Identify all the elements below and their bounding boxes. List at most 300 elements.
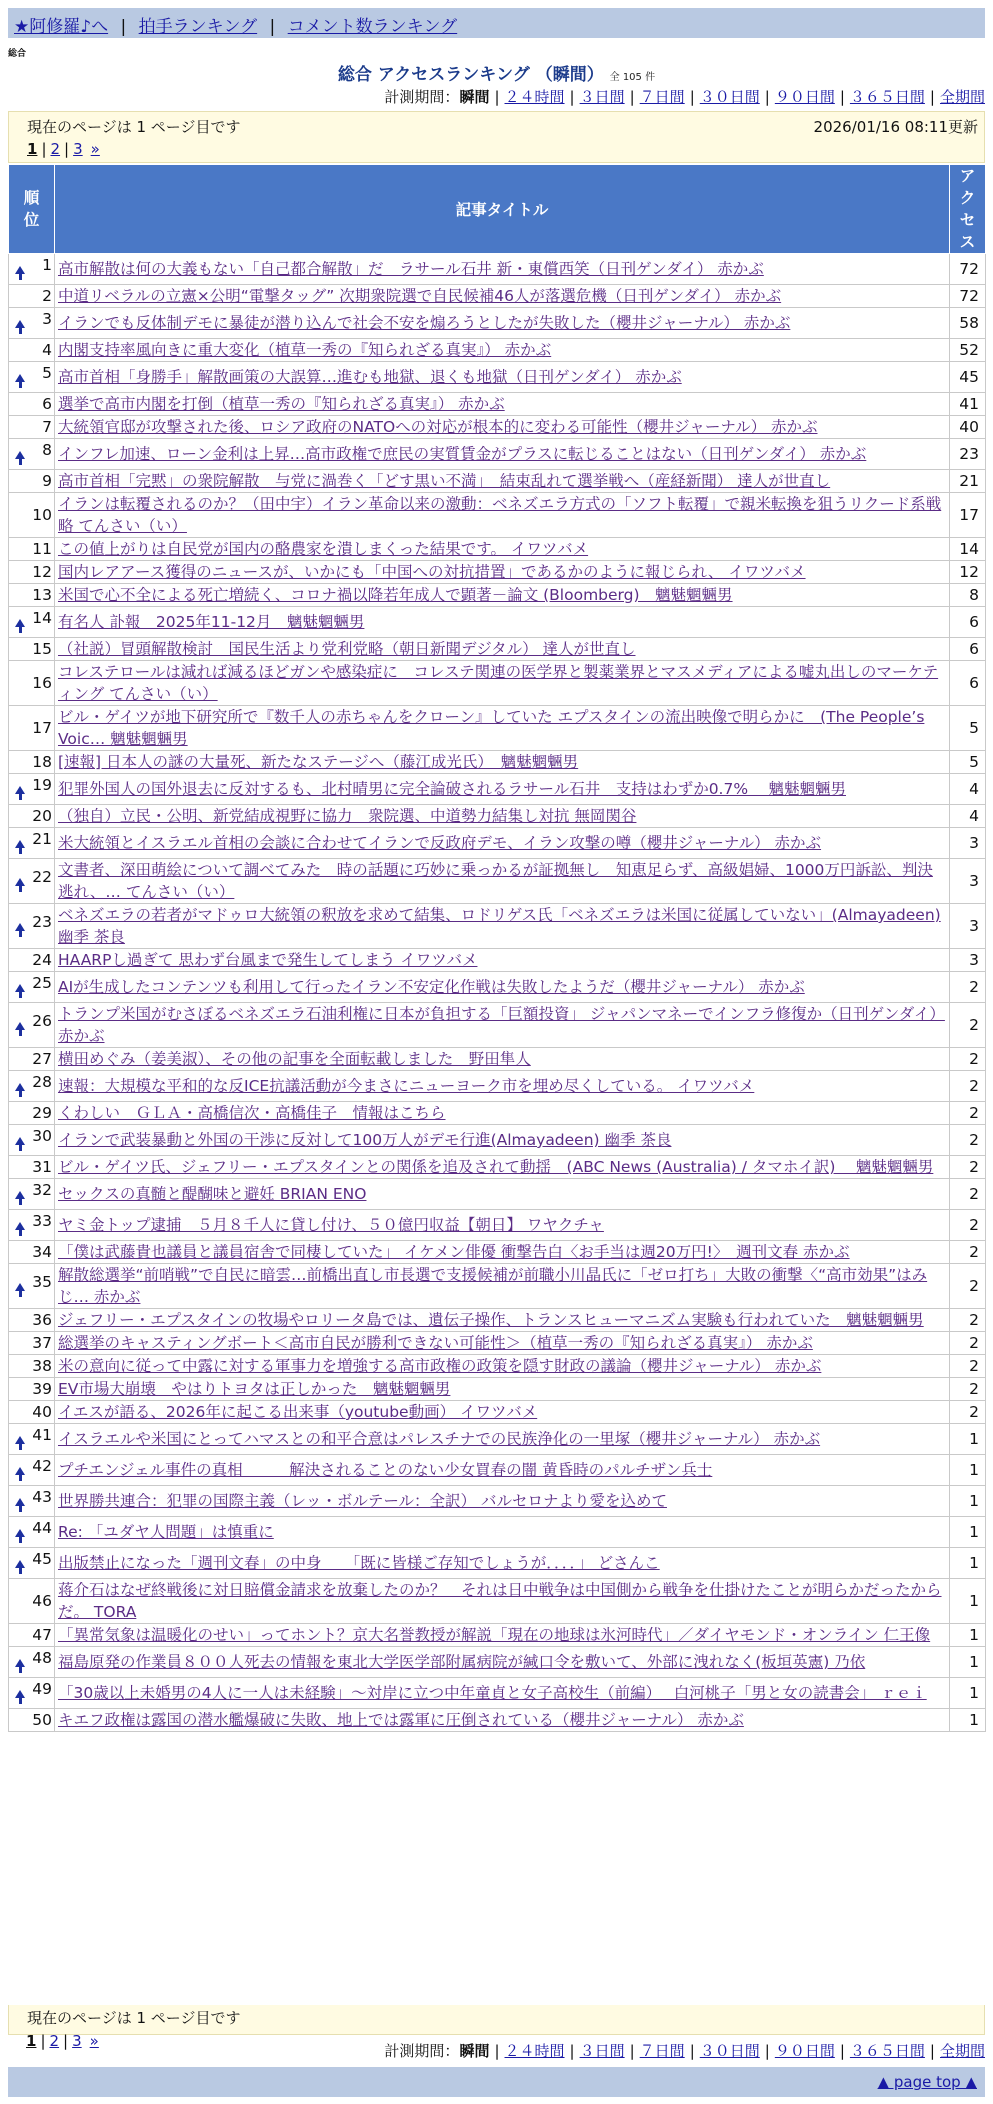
section-label: 総合: [8, 49, 27, 59]
rank-cell: [9, 1179, 55, 1210]
table-row: [9, 308, 986, 339]
table-row: [9, 1647, 986, 1678]
rank-cell: [9, 439, 55, 470]
rank-cell: [9, 638, 55, 661]
title-cell: [55, 254, 950, 285]
article-title-link[interactable]: イランは転覆されるのか？（田中宇）イラン革命以来の激動：ベネズエラ方式の「ソフト転覆」で親米転換を狙うリクード系戦略 てんさい（い）: [58, 495, 942, 535]
rank-number: 36: [32, 1311, 52, 1329]
rank-cell: [9, 805, 55, 828]
article-title-link[interactable]: 文書者、深田萌絵について調べてみた 時の話題に巧妙に乗っかるが証拠無し 知恵足らず、高級娼婦、1000万円訴訟、判決逃れ、… てんさい（い）: [58, 861, 933, 901]
period-separator: |: [839, 88, 845, 106]
pager-page-link[interactable]: 3: [72, 2032, 82, 2050]
title-cell: [55, 1003, 950, 1048]
table-row: [9, 1332, 986, 1355]
access-count: 2: [950, 1309, 986, 1332]
rank-cell: [9, 1401, 55, 1424]
article-title-link[interactable]: イランで武装暴動と外国の干渉に反対して100万人がデモ行進(Almayadeen) 幽季 茶良: [58, 1131, 672, 1149]
up-arrow-icon: [15, 1079, 26, 1101]
title-cell: [55, 1579, 950, 1624]
pager: [26, 2032, 99, 2050]
title-cell: [55, 1125, 950, 1156]
rank-number: 50: [32, 1711, 52, 1729]
rank-number: 48: [32, 1649, 52, 1667]
title-cell: [55, 1378, 950, 1401]
article-title-link[interactable]: 国内レアアース獲得のニュースが、いかにも「中国への対抗措置」であるかのように報じられ、 イワツバメ: [58, 563, 806, 581]
period-separator: |: [929, 88, 935, 106]
rank-number: 13: [32, 586, 52, 604]
rank-number: 46: [32, 1592, 52, 1610]
period-separator: |: [494, 88, 500, 106]
rank-number: 37: [32, 1334, 52, 1352]
period-option-link[interactable]: ３６５日間: [849, 2042, 925, 2060]
period-current: 瞬間: [459, 2042, 490, 2060]
rank-number: 1: [42, 256, 52, 274]
table-row: [9, 774, 986, 805]
up-arrow-icon: [15, 1187, 26, 1209]
article-title-link[interactable]: プチエンジェル事件の真相 解決されることのない少女買春の闇 黄昏時のパルチザン兵士: [58, 1461, 713, 1479]
rank-cell: [9, 393, 55, 416]
table-row: [9, 1455, 986, 1486]
article-title-link[interactable]: ビル・ゲイツが地下研究所で『数千人の赤ちゃんをクローン』していた エプスタインの流出映像で明らかに (The People’s Voic… 魑魅魍魎男: [58, 708, 925, 748]
pager: [27, 140, 100, 158]
title-cell: [55, 904, 950, 949]
rank-cell: [9, 538, 55, 561]
title-cell: [55, 538, 950, 561]
page-title: 総合 アクセスランキング （瞬間）: [337, 65, 604, 85]
access-count: 1: [950, 1517, 986, 1548]
article-title-link[interactable]: 中道リベラルの立憲×公明“電撃タッグ” 次期衆院選で自民候補46人が落選危機（日刊ゲンダイ） 赤かぶ: [58, 287, 782, 305]
title-cell: [55, 972, 950, 1003]
table-row: [9, 362, 986, 393]
table-row: [9, 1048, 986, 1071]
article-title-link[interactable]: 大統領官邸が攻撃された後、ロシア政府のNATOへの対応が根本的に変わる可能性（櫻井ジャーナル） 赤かぶ: [58, 418, 818, 436]
up-arrow-icon: [15, 1218, 26, 1240]
title-cell: [55, 1210, 950, 1241]
page-top-link[interactable]: ▲ page top ▲: [877, 2073, 977, 2091]
up-arrow-icon: [15, 782, 26, 804]
title-cell: [55, 584, 950, 607]
rank-cell: [9, 1003, 55, 1048]
rank-number: 49: [32, 1680, 52, 1698]
access-count: 45: [950, 362, 986, 393]
period-option-link[interactable]: ３０日間: [699, 88, 760, 106]
title-cell: [55, 1548, 950, 1579]
article-title-link[interactable]: コレステロールは減れば減るほどガンや感染症に コレステ関連の医学界と製薬業界とマスメディアによる嘘丸出しのマーケティング てんさい（い）: [58, 663, 939, 703]
access-count: 2: [950, 1210, 986, 1241]
table-row: [9, 1624, 986, 1647]
up-arrow-icon: [15, 1463, 26, 1485]
rank-cell: [9, 561, 55, 584]
nav-separator: |: [269, 17, 276, 37]
table-row: [9, 561, 986, 584]
title-cell: [55, 1709, 950, 1732]
access-count: 72: [950, 285, 986, 308]
rank-cell: [9, 339, 55, 362]
rank-cell: [9, 584, 55, 607]
up-arrow-icon: [15, 1279, 26, 1301]
access-count: 4: [950, 774, 986, 805]
ranking-table: [8, 164, 986, 1732]
table-row: [9, 706, 986, 751]
rank-number: 23: [32, 913, 52, 931]
up-arrow-icon: [15, 262, 26, 284]
title-cell: [55, 828, 950, 859]
access-count: 21: [950, 470, 986, 493]
rank-cell: [9, 1071, 55, 1102]
table-row: [9, 1355, 986, 1378]
access-count: 2: [950, 1378, 986, 1401]
article-title-link[interactable]: トランプ米国がむさぼるベネズエラ石油利権に日本が負担する「巨額投資」 ジャパンマネーでインフラ修復か（日刊ゲンダイ） 赤かぶ: [58, 1005, 945, 1045]
table-row: [9, 1071, 986, 1102]
rank-cell: [9, 828, 55, 859]
table-row: [9, 493, 986, 538]
period-option-link[interactable]: ９０日間: [774, 88, 835, 106]
pager-page-link[interactable]: 2: [50, 140, 61, 158]
title-cell: [55, 706, 950, 751]
period-separator: |: [689, 88, 695, 106]
table-row: [9, 1424, 986, 1455]
rank-cell: [9, 285, 55, 308]
rank-number: 25: [32, 974, 52, 992]
title-cell: [55, 362, 950, 393]
article-title-link[interactable]: （独自）立民・公明、新党結成視野に協力 衆院選、中道勢力結集し対抗 無岡関谷: [58, 807, 637, 825]
access-count: 2: [950, 1071, 986, 1102]
article-title-link[interactable]: 福島原発の作業員８００人死去の情報を東北大学医学部附属病院が緘口令を敷いて、外部に洩れなく(板垣英憲) 乃依: [58, 1653, 866, 1671]
rank-number: 2: [42, 287, 52, 305]
period-option-link[interactable]: ３日間: [579, 88, 625, 106]
table-row: [9, 1309, 986, 1332]
table-row: [9, 859, 986, 904]
up-arrow-icon: [15, 316, 26, 338]
title-cell: [55, 1048, 950, 1071]
table-row: [9, 751, 986, 774]
table-row: [9, 416, 986, 439]
access-count: 58: [950, 308, 986, 339]
article-title-link[interactable]: 犯罪外国人の国外退去に反対するも、北村晴男に完全論破されるラサール石井 支持はわずか0.7% 魑魅魍魎男: [58, 780, 846, 798]
title-cell: [55, 308, 950, 339]
table-row: [9, 285, 986, 308]
access-count: 40: [950, 416, 986, 439]
access-count: 2: [950, 1179, 986, 1210]
rank-cell: [9, 1102, 55, 1125]
up-arrow-icon: [15, 1494, 26, 1516]
title-cell: [55, 1455, 950, 1486]
article-title-link[interactable]: この値上がりは自民党が国内の酪農家を潰しまくった結果です。 イワツバメ: [58, 540, 589, 558]
access-count: 1: [950, 1455, 986, 1486]
access-count: 5: [950, 706, 986, 751]
rank-number: 34: [32, 1243, 52, 1261]
article-title-link[interactable]: イスラエルや米国にとってハマスとの和平合意はパレスチナでの民族浄化の一里塚（櫻井ジャーナル） 赤かぶ: [58, 1430, 821, 1448]
article-title-link[interactable]: 米の意向に従って中露に対する軍事力を増強する高市政権の政策を隠す財政の議論（櫻井ジャーナル） 赤かぶ: [58, 1357, 822, 1375]
rank-number: 44: [32, 1519, 52, 1537]
article-title-link[interactable]: 選挙で高市内閣を打倒（植草一秀の『知られざる真実』） 赤かぶ: [58, 395, 505, 413]
rank-number: 41: [32, 1426, 52, 1444]
pager-next-link[interactable]: »: [89, 2032, 99, 2050]
up-arrow-icon: [15, 1018, 26, 1040]
rank-cell: [9, 972, 55, 1003]
title-cell: [55, 1309, 950, 1332]
article-title-link[interactable]: 世界勝共連合：犯罪の国際主義（レッ・ボルテール：全訳） バルセロナより愛を込めて: [58, 1492, 667, 1510]
article-title-link[interactable]: 横田めぐみ（姜美淑）、その他の記事を全面転載しました 野田隼人: [58, 1050, 531, 1068]
up-arrow-icon: [15, 1686, 26, 1708]
table-row: [9, 584, 986, 607]
comment-ranking-link[interactable]: コメント数ランキング: [287, 17, 458, 37]
article-title-link[interactable]: 蒋介石はなぜ終戦後に対日賠償金請求を放棄したのか？ それは日中戦争は中国側から戦争を仕掛けたことが明らかだったからだ。 TORA: [58, 1581, 942, 1621]
table-row: [9, 1125, 986, 1156]
table-row: [9, 805, 986, 828]
access-count: 1: [950, 1709, 986, 1732]
access-count: 6: [950, 661, 986, 706]
article-title-link[interactable]: イランでも反体制デモに暴徒が潜り込んで社会不安を煽ろうとしたが失敗した（櫻井ジャーナル） 赤かぶ: [58, 314, 791, 332]
access-count: 23: [950, 439, 986, 470]
article-title-link[interactable]: ベネズエラの若者がマドゥロ大統領の釈放を求めて結集、ロドリゲス氏「ベネズエラは米国に従属していない」(Almayadeen) 幽季 茶良: [58, 906, 941, 946]
pager-separator: |: [63, 2032, 69, 2050]
table-row: [9, 661, 986, 706]
title-header: 記事タイトル: [55, 165, 950, 254]
title-cell: [55, 1179, 950, 1210]
table-row: [9, 393, 986, 416]
article-title-link[interactable]: 高市首相「完黙」の衆院解散 与党に渦巻く「どす黒い不満」 結束乱れて選挙戦へ（産経新聞） 達人が世直し: [58, 472, 831, 490]
pager-separator: |: [64, 140, 70, 158]
access-count: 4: [950, 805, 986, 828]
rank-number: 47: [32, 1626, 52, 1644]
access-count: 17: [950, 493, 986, 538]
up-arrow-icon: [15, 919, 26, 941]
table-row: [9, 1548, 986, 1579]
access-count: 2: [950, 1003, 986, 1048]
access-count: 2: [950, 972, 986, 1003]
paging-box-top: [8, 111, 985, 163]
nav-separator: |: [120, 17, 127, 37]
article-title-link[interactable]: 総選挙のキャスティングボート＜高市自民が勝利できない可能性＞（植草一秀の『知られざる真実』） 赤かぶ: [58, 1334, 813, 1352]
rank-cell: [9, 1579, 55, 1624]
access-count: 3: [950, 828, 986, 859]
table-row: [9, 1517, 986, 1548]
rank-cell: [9, 1424, 55, 1455]
rank-number: 3: [42, 310, 52, 328]
rank-cell: [9, 254, 55, 285]
page-title-block: [8, 60, 985, 85]
title-cell: [55, 561, 950, 584]
table-row: [9, 828, 986, 859]
access-count: 2: [950, 1102, 986, 1125]
rank-number: 16: [32, 674, 52, 692]
period-option-link[interactable]: ２４時間: [504, 88, 565, 106]
article-title-link[interactable]: ビル・ゲイツ氏、ジェフリー・エプスタインとの関係を追及されて動揺 (ABC News (Australia) / タマホイ訳) 魑魅魍魎男: [58, 1158, 934, 1176]
article-title-link[interactable]: （社説）冒頭解散検討 国民生活より党利党略（朝日新聞デジタル） 達人が世直し: [58, 640, 636, 658]
article-title-link[interactable]: 有名人 訃報 2025年11-12月 魑魅魍魎男: [58, 613, 365, 631]
access-count: 2: [950, 1048, 986, 1071]
period-option-link[interactable]: ７日間: [639, 2042, 685, 2060]
rank-number: 17: [32, 719, 52, 737]
title-cell: [55, 949, 950, 972]
access-count: 2: [950, 1156, 986, 1179]
article-title-link[interactable]: HAARPし過ぎて 思わず台風まで発生してしまう イワツバメ: [58, 951, 478, 969]
rank-cell: [9, 1210, 55, 1241]
table-row: [9, 439, 986, 470]
footer-bar: [8, 2067, 985, 2097]
access-count: 2: [950, 1241, 986, 1264]
access-count: 6: [950, 607, 986, 638]
period-separator: |: [764, 2042, 770, 2060]
access-count: 3: [950, 904, 986, 949]
period-option-link[interactable]: ９０日間: [774, 2042, 835, 2060]
article-title-link[interactable]: 高市解散は何の大義もない「自己都合解散」だ ラサール石井 新・東償西笑（日刊ゲンダイ） 赤かぶ: [58, 260, 764, 278]
rank-cell: [9, 774, 55, 805]
up-arrow-icon: [15, 1556, 26, 1578]
article-title-link[interactable]: キエフ政権は露国の潜水艦爆破に失敗、地上では露軍に圧倒されている（櫻井ジャーナル） 赤かぶ: [58, 1711, 744, 1729]
period-selector: [384, 2040, 985, 2061]
title-cell: [55, 751, 950, 774]
table-row: [9, 1264, 986, 1309]
updated-timestamp: 2026/01/16 08:11更新: [813, 118, 978, 136]
table-row: [9, 607, 986, 638]
rank-number: 27: [32, 1050, 52, 1068]
rank-number: 38: [32, 1357, 52, 1375]
article-title-link[interactable]: 米国で心不全による死亡増続く、コロナ禍以降若年成人で顕著－論文 (Bloomberg) 魑魅魍魎男: [58, 586, 733, 604]
rank-cell: [9, 416, 55, 439]
article-title-link[interactable]: セックスの真髄と醍醐味と避妊 BRIAN ENO: [58, 1185, 367, 1203]
access-count: 1: [950, 1579, 986, 1624]
access-count: 2: [950, 1401, 986, 1424]
table-row: [9, 254, 986, 285]
period-separator: |: [494, 2042, 500, 2060]
table-row: [9, 1378, 986, 1401]
home-link[interactable]: ★阿修羅♪へ: [14, 17, 109, 37]
article-title-link[interactable]: 「異常気象は温暖化のせい」ってホント？京大名誉教授が解説「現在の地球は氷河時代」／ダイヤモンド・オンライン 仁王像: [58, 1626, 931, 1644]
article-title-link[interactable]: イエスが語る、2026年に起こる出来事（youtube動画） イワツバメ: [58, 1403, 538, 1421]
period-label: 計測期間：: [384, 88, 460, 106]
current-page-text: 現在のページは 1 ページ目です: [27, 118, 241, 136]
table-row: [9, 1678, 986, 1709]
access-count: 1: [950, 1486, 986, 1517]
clap-ranking-link[interactable]: 拍手ランキング: [138, 17, 258, 37]
rank-cell: [9, 859, 55, 904]
access-count: 6: [950, 638, 986, 661]
article-title-link[interactable]: ヤミ金トップ逮捕 ５月８千人に貸し付け、５０億円収益【朝日】 ワヤクチャ: [58, 1216, 604, 1234]
access-count: 3: [950, 949, 986, 972]
period-option-link[interactable]: ３日間: [579, 2042, 625, 2060]
article-title-link[interactable]: [速報] 日本人の謎の大量死、新たなステージへ（藤江成光氏） 魑魅魍魎男: [58, 753, 579, 771]
article-title-link[interactable]: 出版禁止になった「週刊文春」の中身 「既に皆様ご存知でしょうが．．．．」 どさんこ: [58, 1554, 660, 1572]
rank-number: 9: [42, 472, 52, 490]
up-arrow-icon: [15, 1655, 26, 1677]
table-row: [9, 1241, 986, 1264]
access-header: アクセス: [950, 165, 986, 254]
period-option-link[interactable]: ７日間: [639, 88, 685, 106]
article-title-link[interactable]: Re: 「ユダヤ人問題」は慎重に: [58, 1523, 274, 1541]
access-count: 1: [950, 1678, 986, 1709]
up-arrow-icon: [15, 1133, 26, 1155]
title-cell: [55, 661, 950, 706]
up-arrow-icon: [15, 836, 26, 858]
title-cell: [55, 774, 950, 805]
article-title-link[interactable]: AIが生成したコンテンツも利用して行ったイラン不安定化作戦は失敗したようだ（櫻井ジャーナル） 赤かぶ: [58, 978, 805, 996]
up-arrow-icon: [15, 370, 26, 392]
rank-cell: [9, 1156, 55, 1179]
table-row: [9, 1709, 986, 1732]
title-cell: [55, 1071, 950, 1102]
period-option-link[interactable]: ２４時間: [504, 2042, 565, 2060]
table-row: [9, 1102, 986, 1125]
period-option-link[interactable]: 全期間: [939, 88, 985, 106]
table-row: [9, 949, 986, 972]
article-title-link[interactable]: くわしい ＧＬＡ・高橋信次・高橋佳子 情報はこちら: [58, 1104, 446, 1122]
pager-separator: |: [41, 140, 47, 158]
rank-cell: [9, 362, 55, 393]
rank-number: 42: [32, 1457, 52, 1475]
article-title-link[interactable]: 高市首相「身勝手」解散画策の大誤算…進むも地獄、退くも地獄（日刊ゲンダイ） 赤かぶ: [58, 368, 682, 386]
rank-number: 10: [32, 506, 52, 524]
pager-next-link[interactable]: »: [90, 140, 100, 158]
period-option-link[interactable]: ３６５日間: [849, 88, 925, 106]
article-title-link[interactable]: ジェフリー・エプスタインの牧場やロリータ島では、遺伝子操作、トランスヒューマニズム実験も行われていた 魑魅魍魎男: [58, 1311, 924, 1329]
title-cell: [55, 416, 950, 439]
up-arrow-icon: [15, 874, 26, 896]
table-row: [9, 1486, 986, 1517]
article-title-link[interactable]: 米大統領とイスラエル首相の会談に合わせてイランで反政府デモ、イラン攻撃の噂（櫻井ジャーナル） 赤かぶ: [58, 834, 822, 852]
pager-separator: |: [40, 2032, 46, 2050]
pager-page-link[interactable]: 3: [73, 140, 83, 158]
title-cell: [55, 393, 950, 416]
rank-number: 15: [32, 640, 52, 658]
period-separator: |: [839, 2042, 845, 2060]
access-count: 1: [950, 1647, 986, 1678]
period-label: 計測期間：: [384, 2042, 460, 2060]
period-separator: |: [689, 2042, 695, 2060]
access-count: 41: [950, 393, 986, 416]
article-title-link[interactable]: EV市場大崩壊 やはりトヨタは正しかった 魑魅魍魎男: [58, 1380, 451, 1398]
rank-number: 39: [32, 1380, 52, 1398]
table-row: [9, 538, 986, 561]
article-title-link[interactable]: 内閣支持率風向きに重大変化（植草一秀の『知られざる真実』） 赤かぶ: [58, 341, 552, 359]
article-title-link[interactable]: 解散総選挙“前哨戦”で自民に暗雲…前橋出直し市長選で支援候補が前職小川晶氏に「ゼロ打ち」大敗の衝撃〈“高市効果”はみじ… 赤かぶ: [58, 1266, 928, 1306]
up-arrow-icon: [15, 447, 26, 469]
rank-number: 35: [32, 1273, 52, 1291]
pager-page-link[interactable]: 2: [49, 2032, 60, 2050]
access-count: 2: [950, 1332, 986, 1355]
rank-cell: [9, 1332, 55, 1355]
item-count: 全 105 件: [609, 72, 656, 83]
table-row: [9, 339, 986, 362]
table-row: [9, 1210, 986, 1241]
title-cell: [55, 1517, 950, 1548]
up-arrow-icon: [15, 615, 26, 637]
rank-header: 順位: [9, 165, 55, 254]
article-title-link[interactable]: インフレ加速、ローン金利は上昇…高市政権で庶民の実質賃金がプラスに転じることはない（日刊ゲンダイ） 赤かぶ: [58, 445, 867, 463]
period-option-link[interactable]: ３０日間: [699, 2042, 760, 2060]
rank-number: 31: [32, 1158, 52, 1176]
article-title-link[interactable]: 速報：大規模な平和的な反ICE抗議活動が今まさにニューヨーク市を埋め尽くしている。 イワツバメ: [58, 1077, 755, 1095]
period-option-link[interactable]: 全期間: [939, 2042, 985, 2060]
period-selector: [384, 86, 985, 107]
title-cell: [55, 470, 950, 493]
title-cell: [55, 439, 950, 470]
access-count: 1: [950, 1424, 986, 1455]
period-separator: |: [569, 88, 575, 106]
title-cell: [55, 805, 950, 828]
period-separator: |: [629, 2042, 635, 2060]
article-title-link[interactable]: 「30歳以上未婚男の4人に一人は未経験」～対岸に立つ中年童貞と女子高校生（前編） 白河桃子「男と女の読書会」 ｒｅｉ: [58, 1684, 927, 1702]
rank-number: 8: [42, 441, 52, 459]
rank-cell: [9, 706, 55, 751]
period-current: 瞬間: [459, 88, 490, 106]
article-title-link[interactable]: 「僕は武藤貴也議員と議員宿舎で同棲していた」 イケメン俳優 衝撃告白〈お手当は週20万円!〉 週刊文春 赤かぶ: [58, 1243, 850, 1261]
rank-number: 11: [32, 540, 52, 558]
rank-cell: [9, 1647, 55, 1678]
title-cell: [55, 1355, 950, 1378]
rank-number: 7: [42, 418, 52, 436]
